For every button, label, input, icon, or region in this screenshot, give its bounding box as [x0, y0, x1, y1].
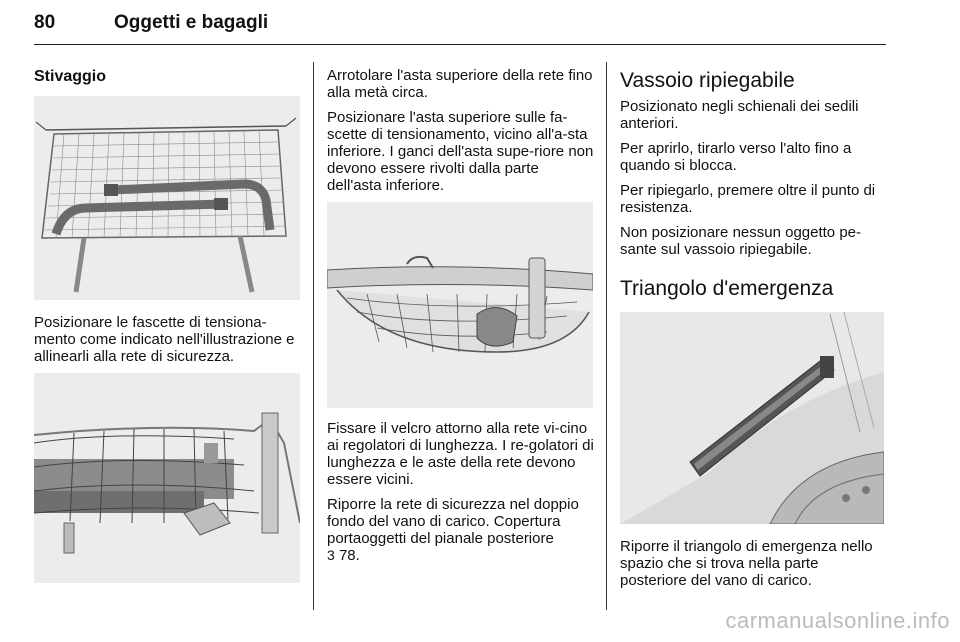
- paragraph-roll-up: Arrotolare l'asta superiore della rete fino alla metà circa.: [327, 67, 593, 101]
- section-heading-stivaggio: Stivaggio: [34, 68, 107, 85]
- paragraph-position-bar: Posizionare l'asta superiore sulle fa-scette di tensionamento, vicino all'a-sta inferiore. I ganci dell'asta supe-riore non devono essere rivolti dalla parte dell'asta inferiore.: [327, 109, 594, 194]
- chapter-title: Oggetti e bagagli: [114, 12, 269, 33]
- page-header: [34, 8, 886, 45]
- velcro-net-illustration: [327, 202, 593, 408]
- paragraph-position-straps: Posizionare le fascette di tensiona-mento come indicato nell'illustrazione e allinearli alla rete di sicurezza.: [34, 314, 295, 365]
- column-1: [34, 60, 300, 583]
- column-divider-1: [313, 62, 314, 610]
- paragraph-tray-fold: Per ripiegarlo, premere oltre il punto di resistenza.: [620, 182, 876, 216]
- paragraph-tray-warning: Non posizionare nessun oggetto pe-sante sul vassoio ripiegabile.: [620, 224, 861, 258]
- watermark: carmanualsonline.info: [725, 608, 950, 633]
- rolled-net-illustration: [34, 373, 300, 583]
- section-heading-folding-tray: Vassoio ripiegabile: [620, 69, 795, 92]
- section-heading-warning-triangle: Triangolo d'emergenza: [620, 277, 834, 300]
- page-number: 80: [34, 12, 56, 33]
- paragraph-store-triangle: Riporre il triangolo di emergenza nello spazio che si trova nella parte posteriore del vano di carico.: [620, 538, 873, 589]
- warning-triangle-illustration: [620, 312, 884, 524]
- store-net-text: Riporre la rete di sicurezza nel doppio fondo del vano di carico. Copertura portaoggetti del pianale posteriore: [327, 496, 579, 547]
- paragraph-tray-location: Posizionato negli schienali dei sedili anteriori.: [620, 98, 859, 132]
- column-divider-2: [606, 62, 607, 610]
- paragraph-store-net: [327, 496, 595, 564]
- safety-net-illustration: [34, 96, 300, 300]
- page-reference-number: 78.: [338, 547, 360, 564]
- column-3: [620, 60, 886, 597]
- column-2: [327, 60, 595, 572]
- paragraph-fasten-velcro: Fissare il velcro attorno alla rete vi-cino ai regolatori di lunghezza. I re-golatori di lunghezza e le aste della rete devono essere vicini.: [327, 420, 594, 488]
- paragraph-tray-open: Per aprirlo, tirarlo verso l'alto fino a quando si blocca.: [620, 140, 852, 174]
- page-reference-icon: 3: [327, 547, 335, 563]
